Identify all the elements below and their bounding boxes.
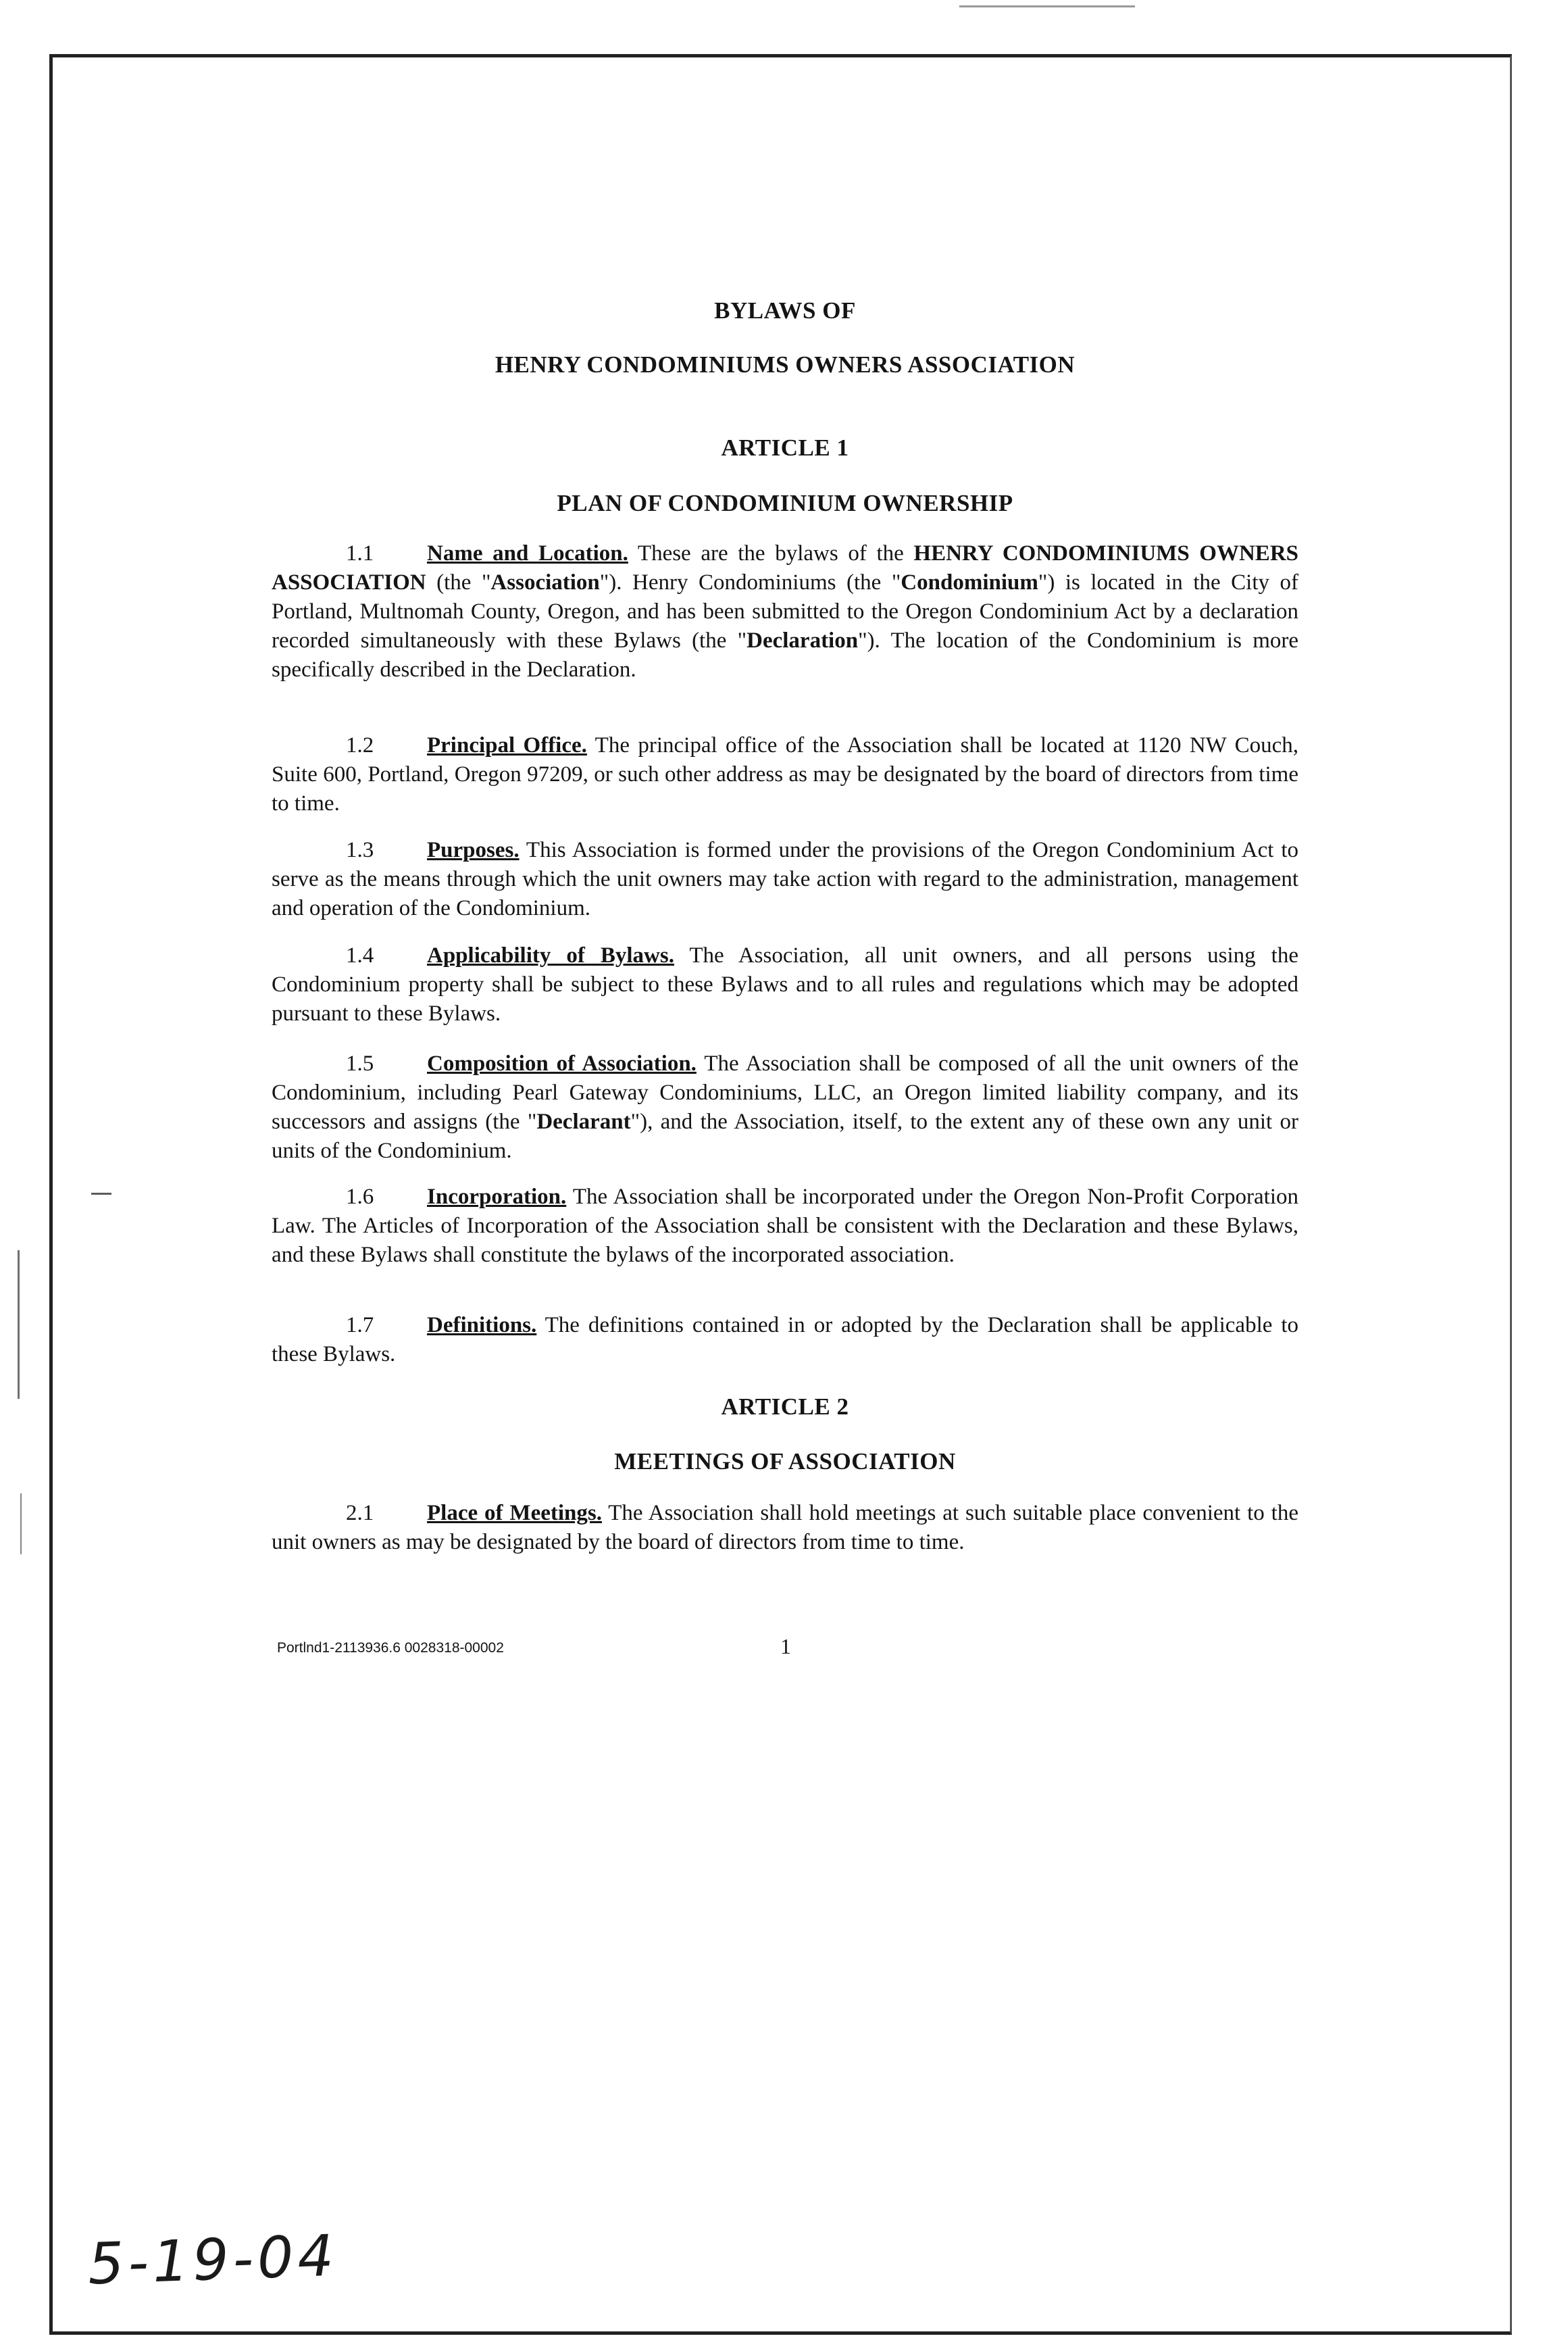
section-2-1 [272, 1499, 1298, 1557]
document-title: BYLAWS OF [714, 297, 856, 324]
defined-term: HENRY CONDOMINIUMS OWNERS ASSOCIATION [272, 541, 1299, 595]
section-heading: Name and Location. [427, 541, 628, 566]
defined-term: Declarant [536, 1110, 631, 1134]
section-text: "). Henry Condominiums (the " [599, 570, 901, 595]
section-heading: Definitions. [427, 1313, 537, 1337]
scan-mark [18, 1250, 20, 1399]
section-1-5 [272, 1049, 1298, 1166]
section-heading: Purposes. [427, 838, 520, 862]
association-name: HENRY CONDOMINIUMS OWNERS ASSOCIATION [495, 351, 1076, 378]
section-text: This Association is formed under the provisions of the Oregon Condominium Act to serve as the means through which the unit owners may take action with regard to the administration, management and operation of the Condominium. [272, 838, 1298, 920]
defined-term: Association [490, 570, 600, 595]
section-heading: Place of Meetings. [427, 1501, 602, 1525]
scan-mark [20, 1493, 22, 1554]
section-number: 1.5 [346, 1051, 374, 1076]
section-1-6 [272, 1183, 1298, 1270]
handwritten-date: 5-19-04 [86, 2222, 339, 2298]
section-text: "), and the Association, itself, to the extent any of these own any unit or units of the Condominium. [272, 1110, 1298, 1163]
section-1-7 [272, 1311, 1298, 1369]
section-number: 1.3 [346, 838, 374, 862]
section-number: 1.1 [346, 541, 374, 566]
document-id: Portlnd1-2113936.6 0028318-00002 [277, 1640, 504, 1656]
article-1-title: PLAN OF CONDOMINIUM OWNERSHIP [557, 490, 1013, 516]
section-heading: Applicability of Bylaws. [427, 943, 674, 968]
section-1-4 [272, 941, 1298, 1029]
article-2-title: MEETINGS OF ASSOCIATION [614, 1448, 956, 1475]
section-text: "). The location of the Condominium is more specifically described in the Declaration. [272, 628, 1298, 682]
section-text: The Association, all unit owners, and all persons using the Condominium property shall be subject to these Bylaws and to all rules and regulations which may be adopted pursuant to these Bylaws. [272, 943, 1298, 1026]
section-heading: Composition of Association. [427, 1051, 697, 1076]
scan-mark [91, 1193, 111, 1195]
section-text: The Association shall hold meetings at such suitable place convenient to the unit owners as may be designated by the board of directors from time to time. [272, 1501, 1298, 1554]
section-text: These are the bylaws of the [628, 541, 914, 566]
article-2-label: ARTICLE 2 [721, 1393, 849, 1420]
section-1-1 [272, 539, 1298, 685]
defined-term: Condominium [901, 570, 1038, 595]
section-number: 1.6 [346, 1185, 374, 1209]
page-number: 1 [780, 1634, 791, 1658]
section-1-2 [272, 731, 1298, 818]
section-heading: Incorporation. [427, 1185, 567, 1209]
section-text: ") is located in the City of Portland, Multnomah County, Oregon, and has been submitted to the Oregon Condominium Act by a declaration recorded simultaneously with these Bylaws (the " [272, 570, 1298, 653]
scan-mark [959, 5, 1135, 7]
section-number: 1.7 [346, 1313, 374, 1337]
section-text: The Association shall be incorporated under the Oregon Non-Profit Corporation Law. The Articles of Incorporation of the Association shall be consistent with the Declaration and these Bylaws, and these Bylaws shall constitute the bylaws of the incorporated association. [272, 1185, 1298, 1267]
section-text: The principal office of the Association shall be located at 1120 NW Couch, Suite 600, Portland, Oregon 97209, or such other address as may be designated by the board of directors from time to time. [272, 733, 1298, 816]
section-number: 1.4 [346, 943, 374, 968]
section-text: (the " [426, 570, 491, 595]
section-text: The definitions contained in or adopted by the Declaration shall be applicable to these Bylaws. [272, 1313, 1298, 1366]
defined-term: Declaration [747, 628, 859, 653]
article-1-label: ARTICLE 1 [721, 435, 849, 461]
section-number: 1.2 [346, 733, 374, 758]
section-heading: Principal Office. [427, 733, 587, 758]
section-1-3 [272, 836, 1298, 923]
section-text: The Association shall be composed of all the unit owners of the Condominium, including Pearl Gateway Condominiums, LLC, an Oregon limited liability company, and its successors and assigns (the " [272, 1051, 1298, 1134]
section-number: 2.1 [346, 1501, 374, 1525]
